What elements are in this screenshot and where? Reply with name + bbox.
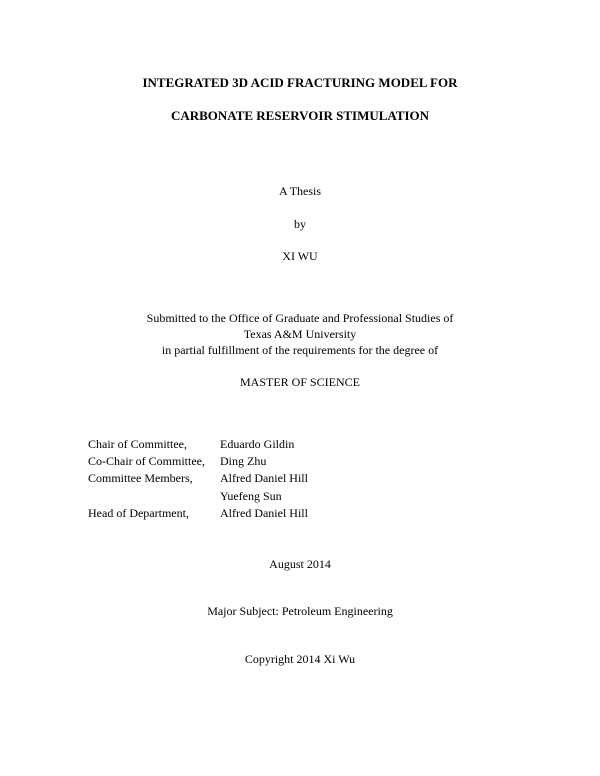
committee-member-name: Alfred Daniel Hill — [220, 505, 308, 520]
committee-row — [88, 436, 308, 453]
major-subject: Major Subject: Petroleum Engineering — [207, 604, 393, 618]
committee-role — [88, 488, 220, 505]
committee-row — [88, 470, 308, 487]
submission-line-3: in partial fulfillment of the requirements for the degree of — [161, 343, 439, 357]
committee-member-name: Eduardo Gildin — [220, 437, 295, 451]
committee-role: Chair of Committee, — [88, 437, 187, 451]
copyright-notice: Copyright 2014 Xi Wu — [244, 652, 356, 666]
committee-list — [88, 436, 308, 522]
committee-row — [88, 488, 308, 505]
thesis-title-line-2: CARBONATE RESERVOIR STIMULATION — [170, 108, 430, 123]
committee-member-name: Yuefeng Sun — [220, 488, 282, 503]
thesis-title-line-1: INTEGRATED 3D ACID FRACTURING MODEL FOR — [142, 75, 458, 90]
submission-line-1: Submitted to the Office of Graduate and Professional Studies of — [146, 311, 454, 325]
committee-row — [88, 453, 308, 470]
degree-name: MASTER OF SCIENCE — [239, 375, 361, 389]
committee-row — [88, 505, 308, 522]
committee-member-name: Alfred Daniel Hill — [220, 471, 308, 486]
committee-role: Co-Chair of Committee, — [88, 454, 205, 469]
submission-date: August 2014 — [269, 557, 331, 571]
committee-role: Committee Members, — [88, 471, 193, 486]
submission-line-2: Texas A&M University — [243, 327, 357, 341]
document-type: A Thesis — [278, 184, 322, 198]
by-label: by — [294, 217, 306, 231]
author-name: XI WU — [282, 249, 318, 263]
committee-role: Head of Department, — [88, 505, 189, 520]
committee-member-name: Ding Zhu — [220, 454, 267, 469]
